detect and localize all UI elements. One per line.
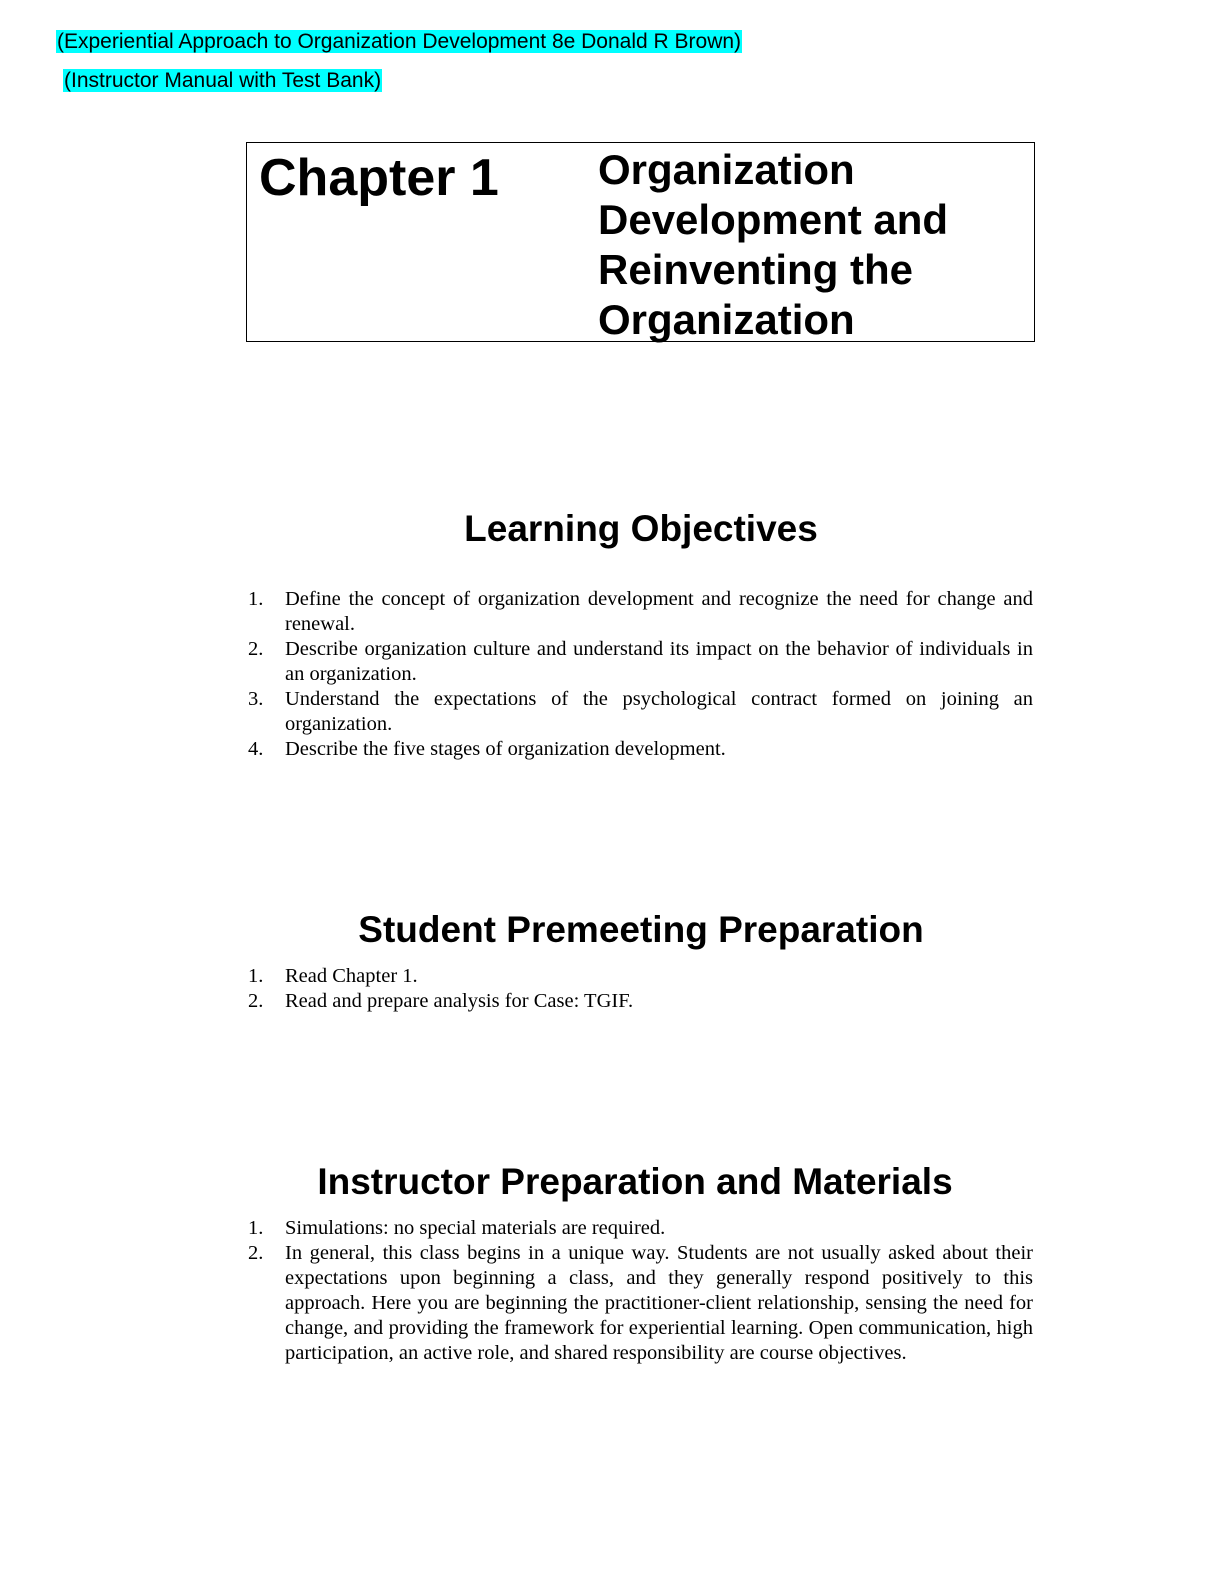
list-text: Describe the five stages of organization development. <box>285 738 726 760</box>
chapter-title-line: Organization <box>598 146 855 193</box>
student-premeeting-list <box>248 964 1033 1014</box>
list-item <box>248 1216 1033 1241</box>
chapter-title-line: Reinventing the <box>598 246 914 293</box>
list-text: In general, this class begins in a unique way. Students are not usually asked about their expectations upon beginning a class, and they generally respond positively to this approach. Here you are beginning the practitioner-client relationship, sensing the need for change, and providing the framework for experiential learning. Open communication, high participation, an active role, and shared responsibility are course objectives. <box>285 1242 1033 1364</box>
learning-objectives-heading: Learning Objectives <box>464 508 818 549</box>
list-number: 2. <box>248 1242 264 1264</box>
chapter-header-box <box>246 142 1035 342</box>
list-number: 1. <box>248 588 264 610</box>
manual-type-highlight <box>63 68 382 94</box>
instructor-preparation-list <box>248 1216 1033 1366</box>
list-number: 2. <box>248 638 264 660</box>
list-item <box>248 737 1033 762</box>
instructor-preparation-heading: Instructor Preparation and Materials <box>317 1161 953 1202</box>
book-title-highlight <box>56 29 742 55</box>
student-premeeting-heading: Student Premeeting Preparation <box>358 909 924 950</box>
list-text: Read Chapter 1. <box>285 965 418 987</box>
list-item <box>248 637 1033 687</box>
list-text: Simulations: no special materials are required. <box>285 1217 666 1239</box>
list-text: Define the concept of organization development and recognize the need for change and renewal. <box>285 588 1033 635</box>
list-item <box>248 687 1033 737</box>
manual-type-text: (Instructor Manual with Test Bank) <box>64 69 382 92</box>
learning-objectives-list <box>248 587 1033 762</box>
chapter-title-line: Organization <box>598 296 855 343</box>
list-number: 3. <box>248 688 264 710</box>
list-number: 4. <box>248 738 264 760</box>
chapter-title <box>598 145 1018 345</box>
list-number: 1. <box>248 1217 264 1239</box>
list-item <box>248 964 1033 989</box>
list-text: Read and prepare analysis for Case: TGIF. <box>285 990 634 1012</box>
chapter-title-line: Development and <box>598 196 949 243</box>
list-number: 1. <box>248 965 264 987</box>
list-item <box>248 1241 1033 1366</box>
chapter-label: Chapter 1 <box>259 149 499 207</box>
book-title-text: (Experiential Approach to Organization Development 8e Donald R Brown) <box>57 30 742 53</box>
list-number: 2. <box>248 990 264 1012</box>
list-text: Understand the expectations of the psychological contract formed on joining an organization. <box>285 688 1033 735</box>
list-text: Describe organization culture and understand its impact on the behavior of individuals in an organization. <box>285 638 1033 685</box>
list-item <box>248 989 1033 1014</box>
list-item <box>248 587 1033 637</box>
